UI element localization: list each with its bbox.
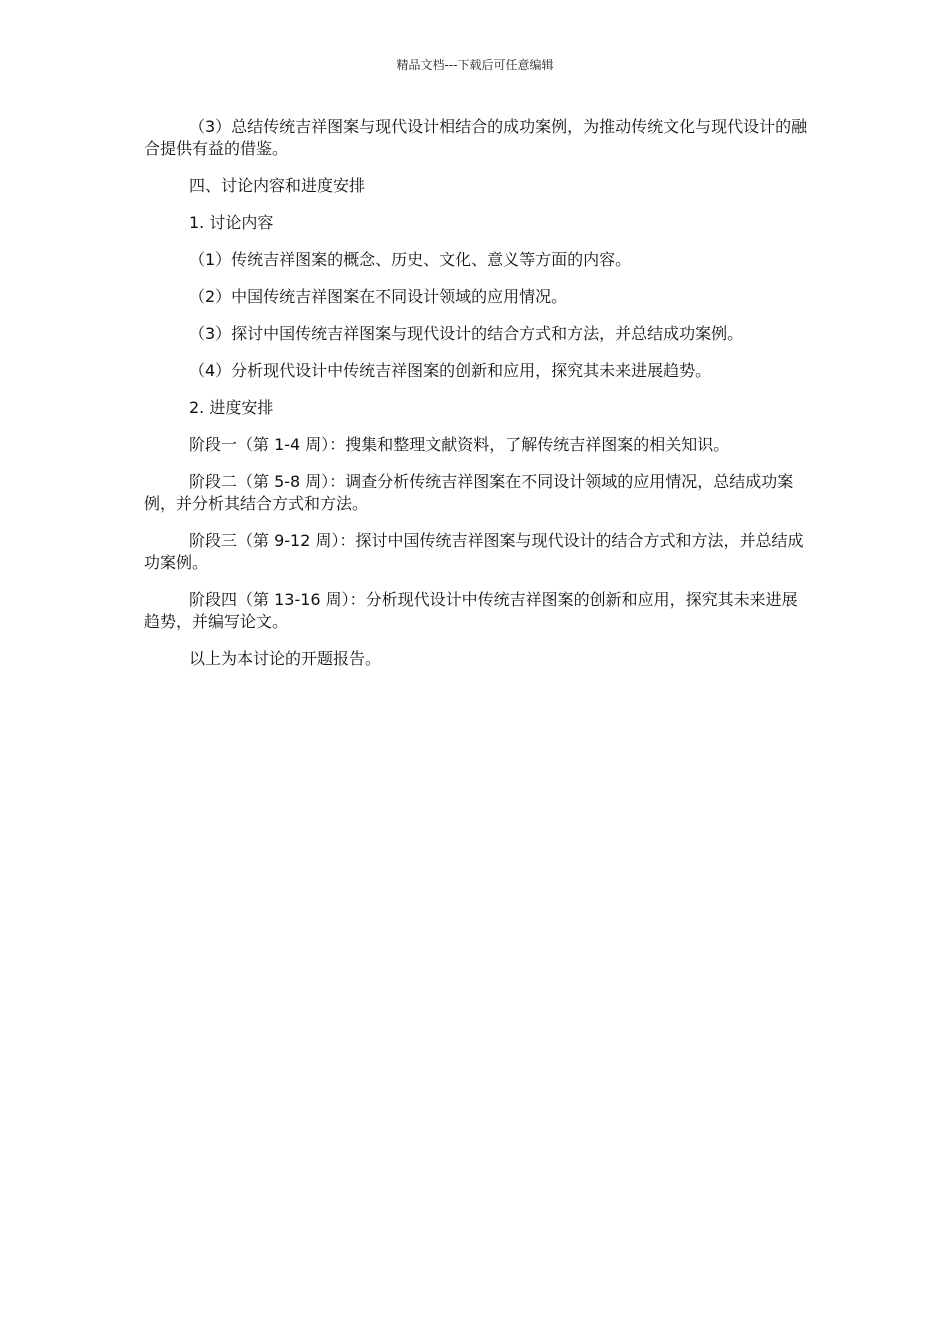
closing-paragraph: 以上为本讨论的开题报告。 <box>189 649 382 668</box>
stage-2-paragraph: 阶段二（第 5-8 周）：调查分析传统吉祥图案在不同设计领域的应用情况，总结成功案例，并分析其结合方式和方法。 <box>144 472 794 513</box>
page-header: 精品文档---下载后可任意编辑 <box>396 58 554 72</box>
content-item-3: （3）探讨中国传统吉祥图案与现代设计的结合方式和方法，并总结成功案例。 <box>189 324 744 343</box>
section-heading-discussion-schedule: 四、讨论内容和进度安排 <box>189 176 366 195</box>
objective-3-paragraph: （3）总结传统吉祥图案与现代设计相结合的成功案例，为推动传统文化与现代设计的融合提供有益的借鉴。 <box>144 117 808 158</box>
stage-1-paragraph: 阶段一（第 1-4 周）：搜集和整理文献资料，了解传统吉祥图案的相关知识。 <box>189 435 730 454</box>
subheading-discussion-content: 1. 讨论内容 <box>189 213 274 232</box>
subheading-schedule: 2. 进度安排 <box>189 398 274 417</box>
stage-3-paragraph: 阶段三（第 9-12 周）：探讨中国传统吉祥图案与现代设计的结合方式和方法，并总结成功案例。 <box>144 531 804 572</box>
content-item-4: （4）分析现代设计中传统吉祥图案的创新和应用，探究其未来进展趋势。 <box>189 361 712 380</box>
content-item-2: （2）中国传统吉祥图案在不同设计领域的应用情况。 <box>189 287 568 306</box>
content-item-1: （1）传统吉祥图案的概念、历史、文化、意义等方面的内容。 <box>189 250 632 269</box>
stage-4-paragraph: 阶段四（第 13-16 周）：分析现代设计中传统吉祥图案的创新和应用，探究其未来进展趋势，并编写论文。 <box>144 590 798 631</box>
document-body <box>144 116 808 685</box>
